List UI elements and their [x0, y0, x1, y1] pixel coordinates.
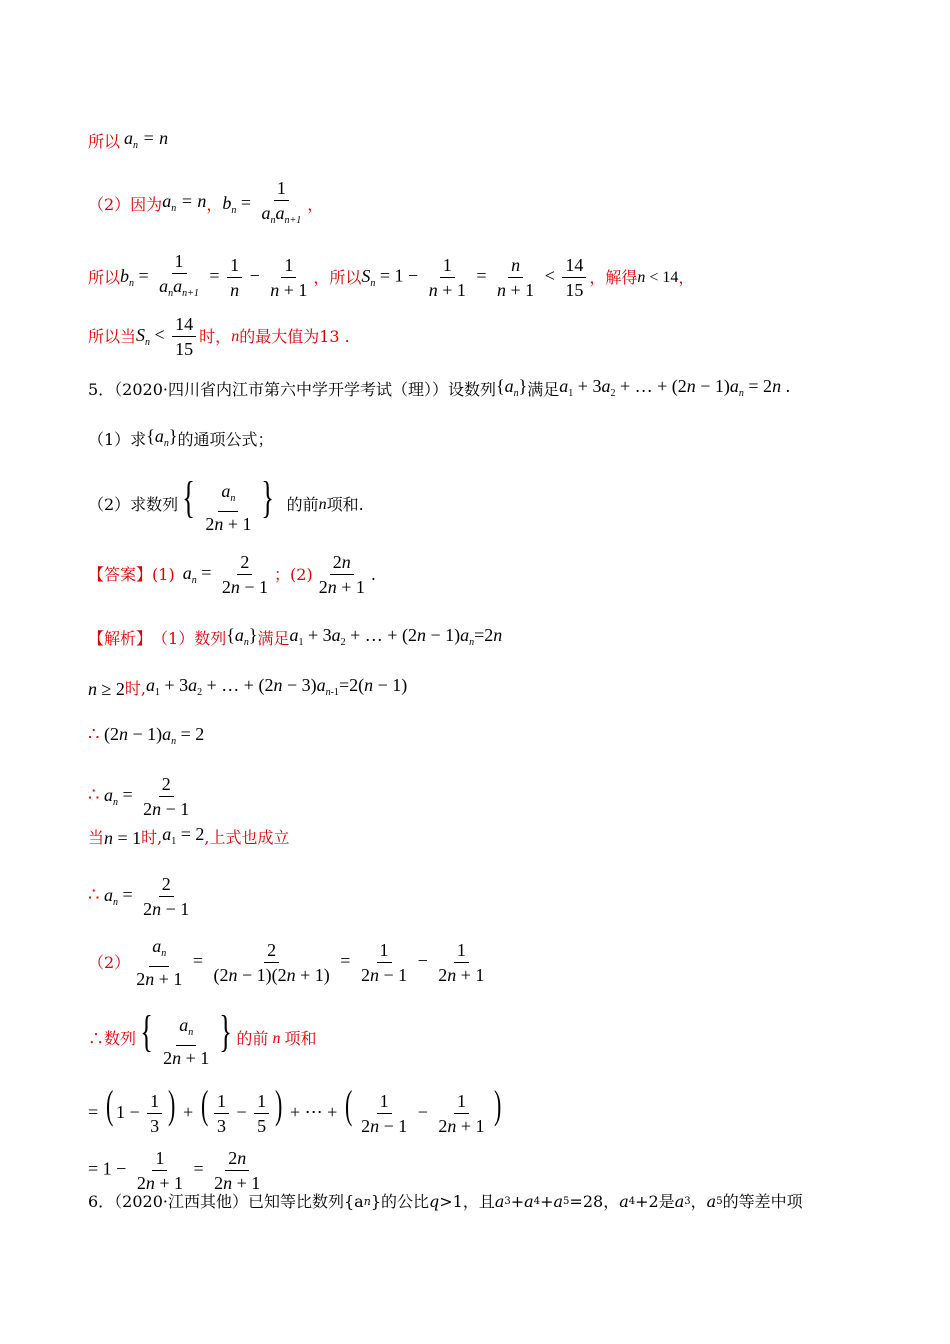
text: ,上式也成立 [204, 828, 290, 847]
formula: $\{a_n\}$ [226, 625, 258, 648]
formula: { $\frac{a_n}{2n + 1}$ } [140, 1007, 233, 1069]
text: 的前 [236, 1029, 269, 1049]
formula: $a_n = n$ [124, 128, 169, 151]
text: ， [206, 194, 223, 214]
text: 满足 [527, 380, 560, 399]
analysis-line-6 [88, 874, 195, 919]
solution-line-sum [88, 251, 694, 304]
answer-tag: 【答案】 [88, 564, 153, 584]
text: q [429, 1192, 440, 1211]
solution-line-an-equals-n [88, 128, 168, 156]
text: 时, [124, 679, 146, 698]
formula: $\frac{a_n}{2n + 1}$ = $\frac{2}{(2n - 1)(2n + 1)}$ = $\frac{1}{2n - 1}$ − $\frac{1}{2n + 1}$ [136, 936, 485, 989]
formula: $b_n$ = $\frac{1}{a_na_{n+1}}$ [222, 178, 302, 226]
question-text: 5．（2020·四川省内江市第六中学开学考试（理））设数列 [88, 380, 496, 399]
analysis-line-5 [88, 824, 290, 852]
formula: $a_1 + 3a_2$ + … + $(2n - 1)a_n=2n$ [289, 625, 503, 648]
analysis-line-1 [88, 625, 502, 653]
text: ； [274, 564, 291, 584]
text: ∴数列 [88, 1029, 137, 1049]
question-text: 6．（2020·江西其他）已知等比数列{a [88, 1192, 364, 1211]
text: （2） [88, 952, 131, 972]
text: 时, [141, 828, 163, 847]
text: >1，且 [439, 1192, 495, 1211]
formula: $b_n$ = $\frac{1}{a_na_{n+1}}$ = $\frac{1}{n}$ − $\frac{1}{n + 1}$ [120, 251, 308, 300]
text: 的等差中项 [722, 1192, 803, 1211]
formula: $a_1 = 2$ [162, 824, 205, 847]
text: 满足 [257, 629, 290, 648]
text: 的通项公式； [177, 430, 274, 449]
text: ，解得 [589, 267, 638, 287]
answer-line [88, 552, 376, 597]
text: （1）求 [88, 430, 147, 449]
question-5-part-1 [88, 426, 273, 454]
text: 所以当 [88, 326, 137, 346]
text: 所以 [88, 267, 121, 287]
formula: $S_n = 1$ − $\frac{1}{n + 1}$ = $\frac{n}{n + 1}$ < $\frac{14}{15}$ [361, 255, 589, 300]
text: 的前 [286, 495, 319, 515]
text: 项和 [284, 1029, 317, 1049]
analysis-line-8: ∴数列 { $\frac{a_n}{2n + 1}$ } 的前 n 项和 [88, 1007, 317, 1069]
formula: { $\frac{a_n}{2n + 1}$ } [182, 473, 275, 535]
formula: ∴ $a_n$ = $\frac{2}{2n - 1}$ [88, 874, 190, 919]
text: （1）数列 [152, 629, 227, 648]
text: ， [307, 194, 324, 214]
formula: $a_n$ = $\frac{2}{2n - 1}$ [182, 552, 268, 597]
text: 当 [88, 828, 105, 847]
text: . [370, 564, 376, 584]
text: 项和. [326, 495, 364, 515]
text: （2）求数列 [88, 495, 179, 515]
analysis-line-3 [88, 724, 204, 752]
analysis-line-7 [88, 936, 490, 989]
analysis-line-10 [88, 1148, 266, 1193]
solution-line-max-n: 所以当 $S_n$ < $\frac{14}{15}$ 时， n 的最大值为13 . [88, 314, 350, 359]
text: 时， [199, 326, 232, 346]
question-5 [88, 376, 790, 404]
formula: $\frac{2n}{2n + 1}$ [318, 552, 365, 597]
formula: $a_1 + 3a_2$ + … + $(2n - 3)a_{n-1}=2(n - 1)$ [145, 675, 408, 698]
formula: $\{a_n\}$ [146, 426, 178, 449]
text: ， [678, 267, 695, 287]
text: 是 [658, 1192, 675, 1211]
text: }的公比 [370, 1192, 429, 1211]
solution-line-bn-definition [88, 178, 323, 231]
formula: $S_n$ < $\frac{14}{15}$ [136, 314, 199, 359]
formula: ∴ $(2n - 1)a_n = 2$ [88, 724, 205, 747]
formula: $a_n = n$ [162, 190, 207, 214]
text: 的最大值为13 . [239, 326, 350, 346]
formula: n = 1 [104, 828, 142, 848]
text: 所以 [88, 132, 121, 151]
text: (2) [290, 564, 313, 584]
formula: = 1 − $\frac{1}{2n + 1}$ = $\frac{2n}{2n + 1}$ [88, 1148, 261, 1193]
question-6: 6．（2020·江西其他）已知等比数列{a n }的公比 q >1，且 a 3 + a 4 + a 5 =28， a 4 +2 是 a 3 ， a 5 的等差中项 [88, 1192, 803, 1211]
analysis-line-4 [88, 774, 195, 819]
analysis-line-9 [88, 1082, 504, 1137]
question-5-part-2: （2）求数列 { $\frac{a_n}{2n + 1}$ } 的前 n 项和. [88, 473, 364, 535]
formula: $\{a_n\}$ [496, 376, 528, 399]
text: ，所以 [313, 267, 362, 287]
text: （2）因为 [88, 194, 163, 214]
formula: ∴ $a_n$ = $\frac{2}{2n - 1}$ [88, 774, 190, 819]
text: (1) [152, 564, 175, 584]
analysis-line-2 [88, 675, 407, 703]
formula: = ( 1 − $\frac{1}{3}$ ) + ( $\frac{1}{3}$ − $\frac{1}{5}$ ) + ⋯ + ( $\frac{1}{2n - 1}$ − $\frac{1}{2n + 1}$ ) [88, 1082, 501, 1137]
formula: n ≥ 2 [88, 679, 125, 699]
formula: n < 14 [637, 268, 679, 286]
formula: $a_1 + 3a_2$ + … + $(2n - 1)a_n = 2n$ . [559, 376, 791, 399]
analysis-tag: 【解析】 [88, 629, 153, 648]
